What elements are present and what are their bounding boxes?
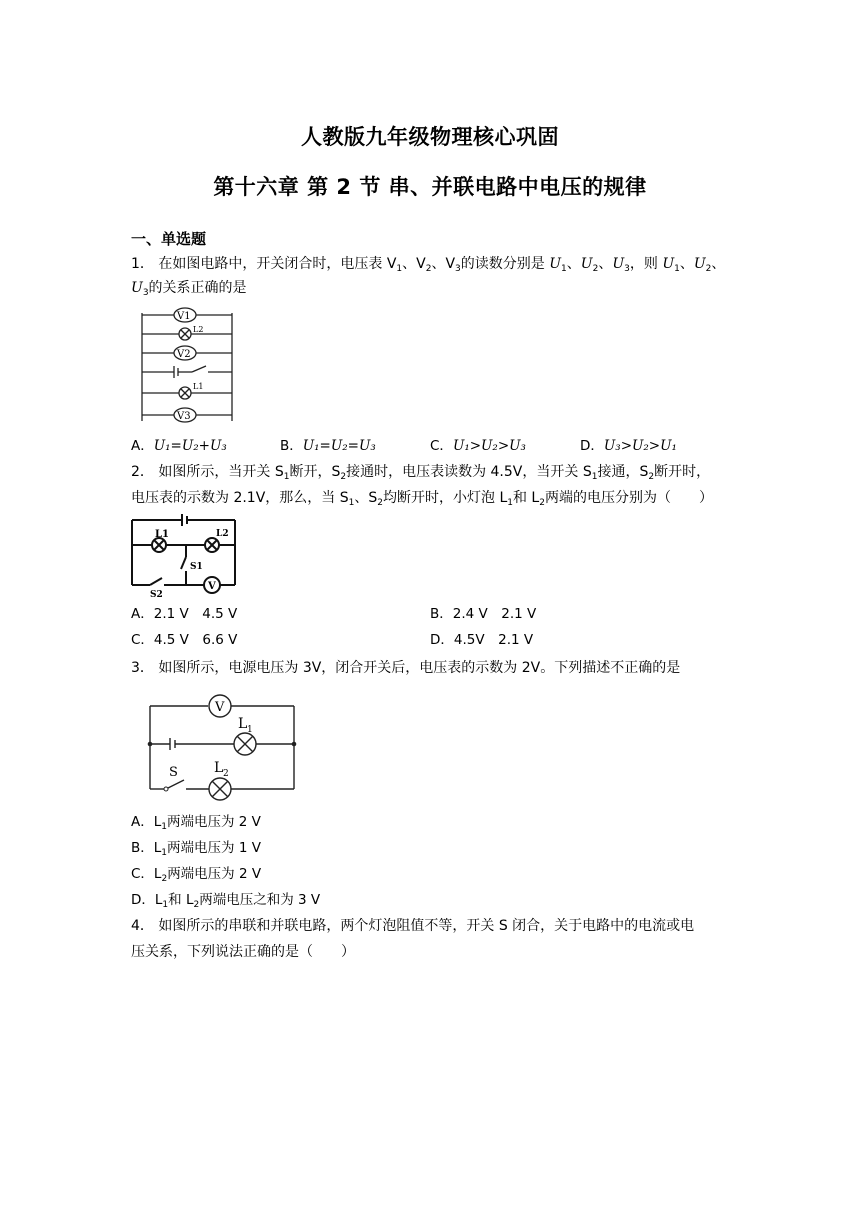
q2-text-line2: 电压表的示数为 2.1V，那么，当 $S_1$、$S_2$均断开时，小灯泡 $L_1$和 $L_2$两端的电压分别为（ ） [131,490,713,508]
q2-label-l1: L1 [155,529,169,540]
q2-circuit-diagram [128,513,240,599]
q2-label-s2: S2 [150,590,163,599]
q3-label-l1: L [238,716,248,732]
q3-option-a[interactable]: A．$L_1$两端电压为 2 V [131,814,261,832]
q3-number: 3． [131,660,154,676]
q1-option-b[interactable]: B．U₁=U₂=U₃ [280,438,376,454]
q2-text-line1: 2． 如图所示，当开关 $S_1$断开，$S_2$接通时，电压表读数为 4.5V，当开关 $S_1$接通，$S_2$断开时， [131,464,711,482]
q4-text-line1: 4． 如图所示的串联和并联电路，两个灯泡阻值不等，开关 S 闭合，关于电路中的电流或电 [131,918,695,934]
q2-label-s1: S1 [190,562,203,572]
q4-number: 4． [131,918,154,934]
page-title: 人教版九年级物理核心巩固 [301,125,559,149]
q1-label-l2: L2 [193,325,204,334]
q3-text: 3． 如图所示，电源电压为 3V，闭合开关后，电压表的示数为 2V。下列描述不正确的是 [131,660,681,676]
q1-text-line1: 1． 在如图电路中，开关闭合时，电压表 $V_1$、$V_2$、$V_3$的读数分别是 $U_1$、$U_2$、$U_3$，则 $U_1$、$U_2$、 [131,256,726,274]
q3-option-b[interactable]: B．$L_1$两端电压为 1 V [131,840,261,858]
q1-label-v1: V1 [177,311,191,322]
q2-number: 2． [131,464,154,480]
svg-text:2: 2 [223,769,229,779]
q1-text-line2: $U_3$的关系正确的是 [131,280,247,298]
q1-label-l1: L1 [193,382,204,391]
q3-circuit-diagram [140,694,305,802]
q1-label-v2: V2 [177,349,191,360]
svg-text:1: 1 [247,725,253,735]
q3-label-v: V [215,700,225,715]
q2-option-b[interactable]: B．2.4 V 2.1 V [430,606,537,622]
q1-number: 1． [131,256,154,272]
q2-option-c[interactable]: C．4.5 V 6.6 V [131,632,238,648]
q4-text-line2: 压关系，下列说法正确的是（ ） [131,944,355,960]
q2-label-v: V [208,581,216,592]
q1-label-v3: V3 [177,411,191,422]
q3-option-d[interactable]: D．$L_1$和 $L_2$两端电压之和为 3 V [131,892,321,910]
page-subtitle: 第十六章 第 2 节 串、并联电路中电压的规律 [213,175,647,199]
q1-option-d[interactable]: D．U₃>U₂>U₁ [580,438,677,454]
q1-option-a[interactable]: A．U₁=U₂+U₃ [131,438,227,454]
q1-option-c[interactable]: C．U₁>U₂>U₃ [430,438,526,454]
q2-label-l2: L2 [216,529,229,539]
section-heading: 一、单选题 [131,230,207,248]
q3-option-c[interactable]: C．$L_2$两端电压为 2 V [131,866,262,884]
q1-circuit-diagram [130,305,240,427]
q2-option-a[interactable]: A．2.1 V 4.5 V [131,606,238,622]
q2-option-d[interactable]: D．4.5V 2.1 V [430,632,534,648]
q3-label-s: S [169,765,178,780]
q3-label-l2: L [214,760,224,776]
